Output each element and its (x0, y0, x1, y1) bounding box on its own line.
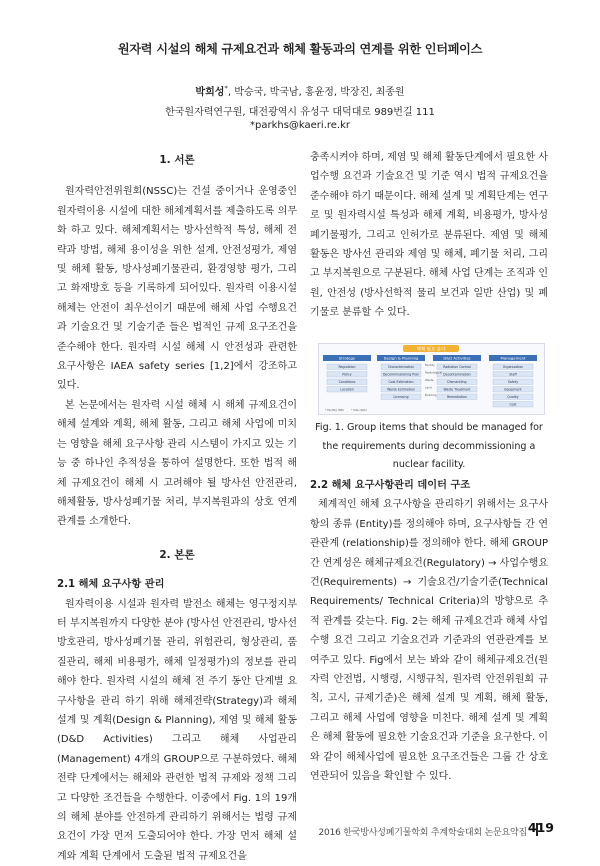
figure-footnote: * Site (N/A) (351, 408, 367, 412)
group-title: D&D Activities (443, 355, 471, 361)
group-title: Management (500, 355, 526, 361)
contact-email: *parkhs@kaeri.re.kr (249, 120, 350, 131)
group-item-label: Decontamination (443, 372, 471, 377)
page-number: 419 (527, 820, 554, 835)
section-heading-body: 2. 본론 (159, 548, 195, 561)
author-list (0, 83, 600, 98)
figure-diagram (319, 344, 544, 414)
group-item-label: Location (340, 387, 354, 392)
paragraph: 원자력이용 시설과 원자력 발전소 해체는 영구정지부터 부지복원까지 다양한 분야 (방사선 안전관리, 방사선 방호관리, 방사성폐기물 관리, 위험관리, 형상관리, 품질관리, 해체 비용평가, 해체 일정평가)의 정보를 관리해야 한다. 원자력 시설의 해체 전 주기 동안 단계별 요구사항을 관리 하기 위해 해체전략(Strategy)과 해체 설계 및 계획(Design & Planning), 제염 및 해체 활동(D&D Activities) 그리고 해체 사업관리(Management) 4개의 GROUP으로 구분하였다. 해체 전략 단계에서는 해체와 관련한 법적 규제와 정책 그리고 다양한 조건들을 수행한다. 이중에서 Fig. 1의 19개의 해체 분야를 안전하게 관리하기 위해서는 법령 규제요건이 가장 먼저 도출되어야 한다. 가장 먼저 해체 설계와 계획 단계에서 도출된 법적 규제요건을 (57, 598, 297, 862)
co-authors: , 박승국, 박국남, 홍윤정, 박장진, 최종원 (227, 87, 405, 98)
group-item-label: Waste Estimation (387, 387, 415, 392)
side-label: Land (425, 385, 432, 390)
group-item-label: Remediation (446, 394, 468, 399)
figure-caption: Fig. 1. Group items that should be managed for the requirements during decommissioning a nuclear facility. (315, 422, 543, 471)
group-item-label: Policy (342, 372, 352, 377)
group-item-label: Decommissioning Plan (382, 372, 420, 377)
paragraph: 체계적인 해체 요구사항을 관리하기 위해서는 요구사항의 종류 (Entity)를 정의해야 하며, 요구사항들 간 연관관계 (relationship)를 정의해야 한다. 해체 GROUP간 연계성은 해체규제요건(Regulatory) → 사업수행요건(Requirements) → 기술요건/기술기준(Technical Requirements/ Technical Criteria)의 방향으로 추적 관계를 갖는다. Fig. 2는 해체 규제요건과 해체 사업수행 요건 그리고 기술요건과 기준과의 연관관계를 보여주고 있다. Fig에서 보는 봐와 같이 해체규제요건(원자력 안전법, 시행령, 시행규칙, 원자력 안전위원회 규칙, 고시, 규제기준)은 해체 설계 및 계획, 해체 활동, 그리고 해체 사업에 영향을 미친다. 해체 설계 및 계획은 해체 활동에 필요한 기술요건과 기준을 요구한다. 이와 같이 해체사업에 필요한 요구조건들은 그룹 간 상호 연관되어 있음을 확인할 수 있다. (310, 499, 548, 783)
group-item-label: Quality (507, 394, 519, 399)
group-title: Strategy (338, 355, 356, 361)
paragraph: 원자력안전위원회(NSSC)는 건설 중이거나 운영중인 원자력이용 시설에 대한 해체계획서를 제출하도록 의무화 하고 있다. 해체계획서는 방사선학적 특성, 해체 전략과 방법, 해체 용이성을 위한 설계, 안전성평가, 제염 및 해체 활동, 방사성폐기물관리, 환경영향 평가, 그리고 화재방호 등을 기록하게 되어있다. 원자력 이용시설 해체는 안전이 최우선이기 때문에 해체 사업 수행요건과 기술요건 및 기술기준 들은 법적인 규제 요구조건을 준수해야 한다. 원자력 시설 해체 시 안전성과 관련한 요구사항은 IAEA safety series [1,2]에서 강조하고 있다. (57, 186, 297, 392)
side-label: Building (425, 393, 437, 397)
group-item-label: Regulation (338, 364, 356, 369)
group-item-label: Cost Estimation (388, 379, 414, 384)
group-item-label: Equipment (504, 387, 522, 392)
subsection-heading: 2.2 해체 요구사항관리 데이터 구조 (310, 480, 471, 491)
right-column-lower (310, 476, 548, 787)
corresponding-mark: * (224, 84, 228, 93)
right-column (310, 148, 548, 323)
section-heading-introduction: 1. 서론 (159, 154, 195, 166)
group-item-label: Characterization (387, 364, 415, 369)
footer-proceedings-title: 2016 한국방사성폐기물학회 추계학술대회 논문요약집 (318, 828, 527, 838)
group-item-label: Dismantling (447, 379, 467, 384)
affiliation: 한국원자력연구원, 대전광역시 유성구 대덕대로 989번길 111 (165, 107, 435, 118)
paragraph: 충족시켜야 하며, 제염 및 해체 활동단계에서 필요한 사업수행 요건과 기술요건 및 기준 역시 법적 규제요건을 준수해야 하기 때문이다. 해체 설계 및 계획단계는 연구로 및 원자력시설 특성과 해체 계획, 비용평가, 방사성 폐기물평가, 그리고 인허가로 분류된다. 제염 및 해체 활동은 방사선 관리와 제염 및 해체, 폐기물 처리, 그리고 부지복원으로 구분된다. 해체 사업 단계는 조직과 인원, 안전성 (방사선학적 물리 보건과 일반 산업) 및 폐기물로 분류할 수 있다. (310, 152, 548, 319)
group-item-label: Conditions (338, 379, 356, 384)
paper-title: 원자력 시설의 해체 규제요건과 해체 활동과의 연계를 위한 인터페이스 (117, 42, 483, 56)
group-item-label: Licensing (393, 394, 409, 399)
figure-group-items (318, 343, 545, 415)
figure-banner-label: 해체 필요 분야 (416, 347, 446, 353)
group-item-label: Safety (507, 379, 519, 384)
group-title: Design & Planning (383, 355, 419, 361)
figure-footnote: * Facility (RR) (325, 408, 344, 412)
group-item-label: Organization (502, 364, 524, 369)
group-item-label: Staff (509, 372, 517, 377)
side-label: Radiological (425, 370, 442, 375)
side-label: Facility (425, 363, 435, 367)
side-label: Waste (425, 378, 434, 382)
subsection-heading: 2.1 해체 요구사항 관리 (57, 579, 165, 591)
group-item-label: Radiation Control (443, 364, 471, 369)
left-column (57, 148, 297, 866)
lead-author: 박희성 (195, 87, 225, 98)
group-item-label: Cost (509, 402, 517, 407)
group-item-label: Waste Treatment (443, 387, 471, 392)
paragraph: 본 논문에서는 원자력 시설 해체 시 해체 규제요건이 해체 설계와 계획, 해체 활동, 그리고 해체 사업에 미치는 영향을 해체 요구사항 관리 시스템이 가지고 있는 기능 중 하나인 추적성을 통하여 설명한다. 또한 법적 해체 규제요건이 해체 시 고려해야 될 방사선 안전관리, 해체활동, 방사성폐기물 처리, 부지복원과의 상호 연계 관계를 소개한다. (57, 399, 297, 528)
